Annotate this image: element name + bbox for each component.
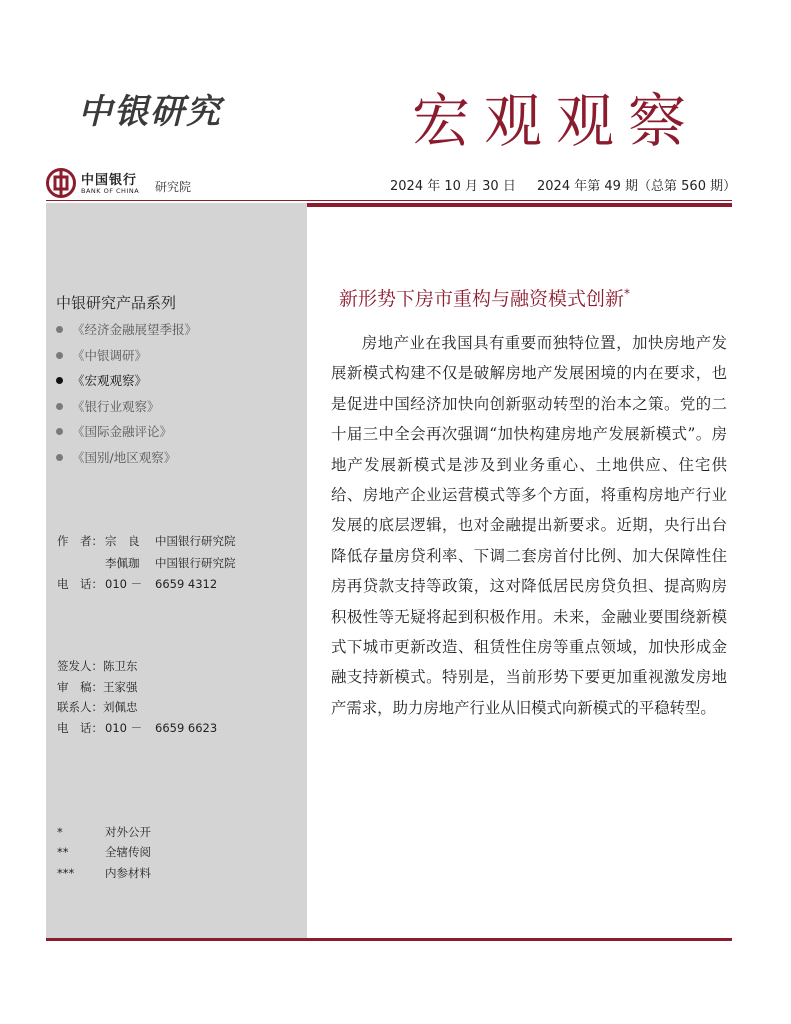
brand-script-logo: 中银研究 [78,92,222,132]
classification-row [57,844,151,860]
author-label: 作 者： [57,534,103,548]
bullet-icon [56,352,63,359]
series-item-label: 《银行业观察》 [72,398,160,414]
series-item[interactable] [56,397,197,423]
phone-label: 电 话： [57,721,103,735]
classification-row [57,865,151,881]
reviewer-row [57,679,138,695]
article-body: 房地产业在我国具有重要而独特位置，加快房地产发展新模式构建不仅是破解房地产发展困境的内在要求，也是促进中国经济加快向创新驱动转型的治本之策。党的二十届三中全会再次强调“加快构建房地产发展新模式”。房地产发展新模式是涉及到业务重心、土地供应、住宅供给、房地产企业运营模式等多个方面，将重构房地产行业发展的底层逻辑，也对金融提出新要求。近期，央行出台降低存量房贷利率、下调二套房首付比例、加大保障性住房再贷款支持等政策，这对降低居民房贷负担、提高购房积极性等无疑将起到积极作用。未来，金融业要围绕新模式下城市更新改造、租赁性住房等重点领域，加快形成金融支持新模式。特别是，当前形势下要更加重视激发房地产需求，助力房地产行业从旧模式向新模式的平稳转型。 [331,334,727,717]
logo-english-name: BANK OF CHINA [81,187,140,195]
series-item-label: 《国别/地区观察》 [72,449,177,465]
author-name: 李佩珈 [105,556,140,570]
classification-label: 内参材料 [105,866,151,880]
author-org: 中国银行研究院 [155,534,236,548]
institute-label: 研究院 [155,180,192,194]
author-phone-row [57,576,217,592]
phone-prefix: 010 － [105,721,143,735]
classification-label: 对外公开 [105,825,151,839]
author-row-2 [57,555,236,571]
phone-prefix: 010 － [105,577,143,591]
series-item[interactable] [56,448,197,474]
contact-phone-row [57,720,217,736]
author-name: 宗 良 [105,534,140,548]
series-item-active[interactable] [56,371,197,397]
series-item-label: 《经济金融展望季报》 [72,322,198,337]
series-item[interactable] [56,320,197,346]
bullet-icon [56,326,63,333]
author-row-1 [57,533,236,549]
series-title: 中银研究产品系列 [56,294,177,312]
article-title [339,284,630,311]
bullet-icon [56,403,63,410]
classification-label: 全辖传阅 [105,845,151,859]
contact-name: 刘佩忠 [103,700,138,714]
content-top-rule [307,203,732,207]
phone-number: 6659 6623 [155,721,218,735]
signer-name: 陈卫东 [103,659,138,673]
signer-label: 签发人： [57,659,103,673]
bullet-icon [56,454,63,461]
bullet-icon [56,377,63,384]
series-item-label: 《宏观观察》 [72,373,148,389]
bank-of-china-logo-icon [46,168,76,198]
series-item-label: 《中银调研》 [72,347,148,363]
series-item[interactable] [56,346,197,372]
classification-mark: *** [57,866,75,880]
series-item[interactable] [56,422,197,448]
author-org: 中国银行研究院 [155,556,236,570]
reviewer-label: 审 稿： [57,680,103,694]
title-footnote-mark: * [624,286,631,301]
phone-label: 电 话： [57,577,103,591]
contact-row [57,699,138,715]
classification-mark: * [57,825,63,839]
series-item-label: 《国际金融评论》 [72,424,173,440]
publication-title: 宏观观察 [412,87,701,155]
article-title-text: 新形势下房市重构与融资模式创新 [339,288,625,310]
phone-number: 6659 4312 [155,577,218,591]
classification-mark: ** [57,845,69,859]
header-divider [46,200,732,201]
series-list [56,320,197,474]
reviewer-name: 王家强 [103,680,138,694]
publication-date: 2024 年 10 月 30 日 [390,179,516,194]
logo-chinese-name: 中国银行 [81,173,138,188]
footer-rule [46,938,732,941]
contact-label: 联系人： [57,700,103,714]
bullet-icon [56,428,63,435]
issue-number: 2024 年第 49 期（总第 560 期） [537,179,737,194]
signer-row [57,658,138,674]
classification-row [57,824,151,840]
